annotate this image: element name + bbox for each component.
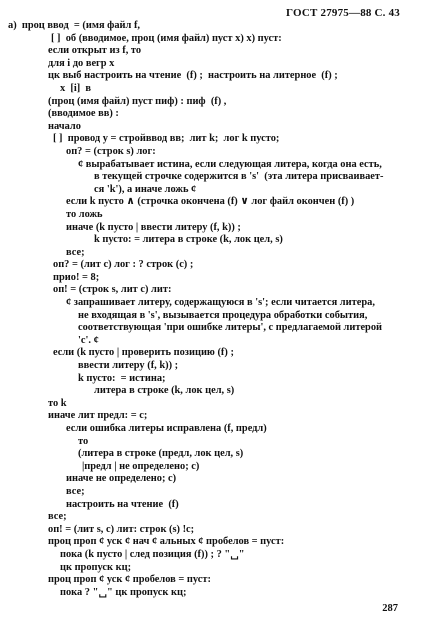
code-line: пока ? "␣" цк пропуск кц; bbox=[60, 586, 187, 598]
code-line: 'с'. ¢ bbox=[78, 334, 99, 346]
code-line: оп? = (лит с) лог : ? строк (с) ; bbox=[53, 259, 194, 271]
code-line: литера в строке (k, лок цел, s) bbox=[94, 385, 235, 397]
code-line: k пусто: = литера в строке (k, лок цел, s) bbox=[94, 234, 283, 246]
code-line: для i до вегр x bbox=[48, 57, 115, 69]
code-line: цк пропуск кц; bbox=[60, 561, 132, 573]
code-line: все; bbox=[48, 511, 67, 523]
code-line: [ ] об (вводимое, проц (имя файл) пуст x) x) пуст: bbox=[51, 32, 282, 44]
code-line: в текущей строчке содержится в 's' (эта литера присваивает- bbox=[94, 171, 384, 183]
code-line: проц проп ¢ уск ¢ пробелов = пуст: bbox=[48, 574, 211, 586]
code-line: прио! = 8; bbox=[53, 271, 100, 283]
code-line: если ошибка литеры исправлена (f, предл) bbox=[66, 423, 267, 434]
code-line: настроить на чтение (f) bbox=[66, 498, 179, 510]
code-line: если k пусто ∧ (строчка окончена (f) ∨ лог файл окончен (f) ) bbox=[66, 196, 355, 208]
page-number: 287 bbox=[382, 603, 398, 614]
code-line: x [i] в bbox=[60, 82, 92, 94]
code-line: иначе лит предл: = с; bbox=[48, 410, 148, 422]
code-line: если (k пусто | проверить позицию (f) ; bbox=[53, 347, 234, 359]
code-line: цк выб настроить на чтение (f) ; настроить на литерное (f) ; bbox=[48, 70, 338, 82]
code-line: оп! = (лит s, с) лит: строк (s) !с; bbox=[48, 523, 195, 535]
code-line: |предл | не определено; с) bbox=[82, 460, 200, 472]
page-header: ГОСТ 27975—88 С. 43 bbox=[286, 7, 400, 19]
code-line: все; bbox=[66, 485, 85, 497]
code-line: [ ] провод у = стройввод вв; лит k; лог k пусто; bbox=[53, 133, 280, 145]
code-line: иначе не определено; с) bbox=[66, 473, 177, 485]
code-line: пока (k пусто | след позиция (f)) ; ? "␣" bbox=[60, 548, 245, 560]
code-line: k пусто: = истина; bbox=[78, 372, 166, 384]
code-line: то ложь bbox=[66, 208, 103, 220]
code-line: ввести литеру (f, k)) ; bbox=[78, 360, 179, 372]
code-line: не входящая в 's', вызывается процедура обработки события, bbox=[78, 309, 368, 321]
code-line: ¢ запрашивает литеру, содержащуюся в 's'; если читается литера, bbox=[66, 297, 375, 309]
code-line: оп? = (строк s) лог: bbox=[66, 145, 156, 157]
code-line: то bbox=[78, 435, 89, 447]
code-line: (проц (имя файл) пуст пиф) : пиф (f) , bbox=[48, 95, 227, 107]
code-line: если открыт из f, то bbox=[48, 45, 142, 57]
code-line: (литера в строке (предл, лок цел, s) bbox=[78, 448, 244, 460]
code-line: соответствующая 'при ошибке литеры', с предлагаемой литерой bbox=[78, 322, 383, 334]
code-line: проц проп ¢ уск ¢ нач ¢ альных ¢ пробелов = пуст: bbox=[48, 536, 285, 548]
code-line: а) проц ввод = (имя файл f, bbox=[8, 20, 141, 31]
code-line: ¢ вырабатывает истина, если следующая литера, когда она есть, bbox=[78, 158, 382, 170]
code-line: ся 'k'), а иначе ложь ¢ bbox=[94, 183, 197, 195]
code-line: начало bbox=[48, 120, 81, 132]
code-line: все; bbox=[66, 246, 85, 258]
code-line: оп! = (строк s, лит с) лит: bbox=[53, 284, 172, 296]
code-line: иначе (k пусто | ввести литеру (f, k)) ; bbox=[66, 221, 241, 233]
code-line: то k bbox=[48, 397, 67, 409]
code-line: (вводимое вв) : bbox=[48, 108, 119, 120]
code-listing bbox=[0, 20, 422, 599]
